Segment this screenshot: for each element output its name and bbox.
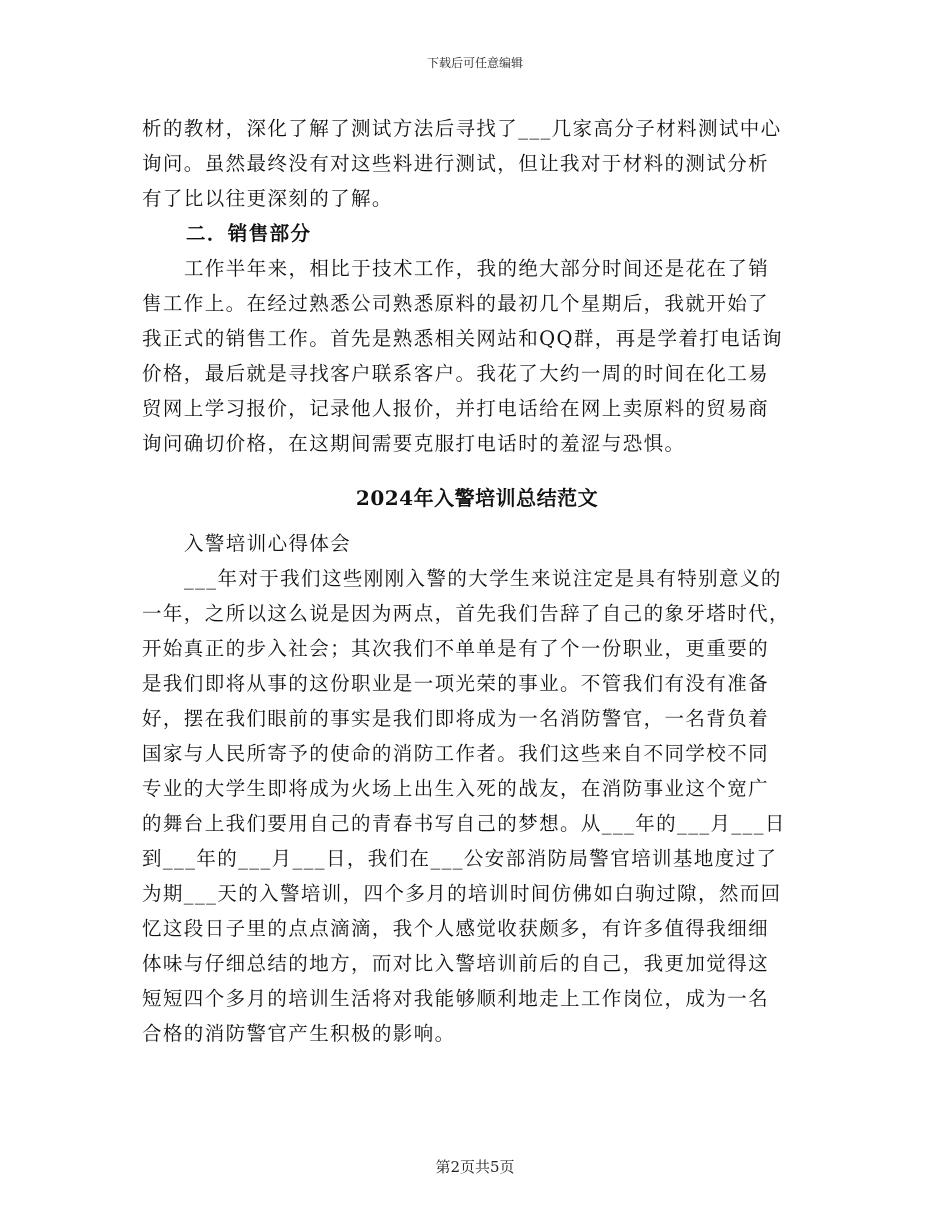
paragraph-line: 询问。虽然最终没有对这些料进行测试，但让我对于材料的测试分析 bbox=[142, 152, 770, 175]
article-subtitle: 入警培训心得体会 bbox=[184, 532, 352, 555]
paragraph-line: 到___年的___月___日，我们在___公安部消防局警官培训基地度过了 bbox=[142, 847, 778, 870]
paragraph-line: 有了比以往更深刻的了解。 bbox=[142, 187, 393, 210]
paragraph-line: 开始真正的步入社会；其次我们不单单是有了个一份职业，更重要的 bbox=[142, 637, 770, 660]
paragraph-line: 国家与人民所寄予的使命的消防工作者。我们这些来自不同学校不同 bbox=[142, 742, 770, 765]
paragraph-line: 析的教材，深化了解了测试方法后寻找了___几家高分子材料测试中心 bbox=[142, 117, 782, 140]
paragraph-line: 贸网上学习报价，记录他人报价，并打电话给在网上卖原料的贸易商 bbox=[142, 397, 770, 420]
paragraph-line: 是我们即将从事的这份职业是一项光荣的事业。不管我们有没有准备 bbox=[142, 672, 770, 695]
article-title: 2024年入警培训总结范文 bbox=[355, 486, 599, 510]
paragraph-line: 价格，最后就是寻找客户联系客户。我花了大约一周的时间在化工易 bbox=[142, 362, 770, 385]
paragraph-line: 体味与仔细总结的地方，而对比入警培训前后的自己，我更加觉得这 bbox=[142, 952, 770, 975]
paragraph-line: 售工作上。在经过熟悉公司熟悉原料的最初几个星期后，我就开始了 bbox=[142, 292, 770, 315]
paragraph-line: 询问确切价格，在这期间需要克服打电话时的羞涩与恐惧。 bbox=[142, 432, 686, 455]
paragraph-line: 的舞台上我们要用自己的青春书写自己的梦想。从___年的___月___日 bbox=[142, 812, 786, 835]
paragraph-line: ___年对于我们这些刚刚入警的大学生来说注定是具有特别意义的 bbox=[184, 567, 782, 590]
page-footer: 第2页共5页 bbox=[435, 1158, 515, 1176]
paragraph-line: 工作半年来，相比于技术工作，我的绝大部分时间还是花在了销 bbox=[184, 257, 770, 280]
paragraph-line: 一年，之所以这么说是因为两点，首先我们告辞了自己的象牙塔时代， bbox=[142, 602, 790, 625]
paragraph-line: 为期___天的入警培训，四个多月的培训时间仿佛如白驹过隙，然而回 bbox=[142, 882, 782, 905]
paragraph-line: 我正式的销售工作。首先是熟悉相关网站和QQ群，再是学着打电话询 bbox=[142, 327, 783, 350]
paragraph-line: 合格的消防警官产生积极的影响。 bbox=[142, 1022, 456, 1045]
paragraph-line: 好，摆在我们眼前的事实是我们即将成为一名消防警官，一名背负着 bbox=[142, 707, 770, 730]
document-body bbox=[142, 114, 822, 1049]
page-header: 下载后可任意编辑 bbox=[426, 56, 523, 70]
paragraph-line: 短短四个多月的培训生活将对我能够顺利地走上工作岗位，成为一名 bbox=[142, 987, 770, 1010]
paragraph-line: 忆这段日子里的点点滴滴，我个人感觉收获颇多，有许多值得我细细 bbox=[142, 917, 770, 940]
paragraph-line: 专业的大学生即将成为火场上出生入死的战友，在消防事业这个宽广 bbox=[142, 777, 770, 800]
section-heading: 二．销售部分 bbox=[186, 222, 312, 245]
